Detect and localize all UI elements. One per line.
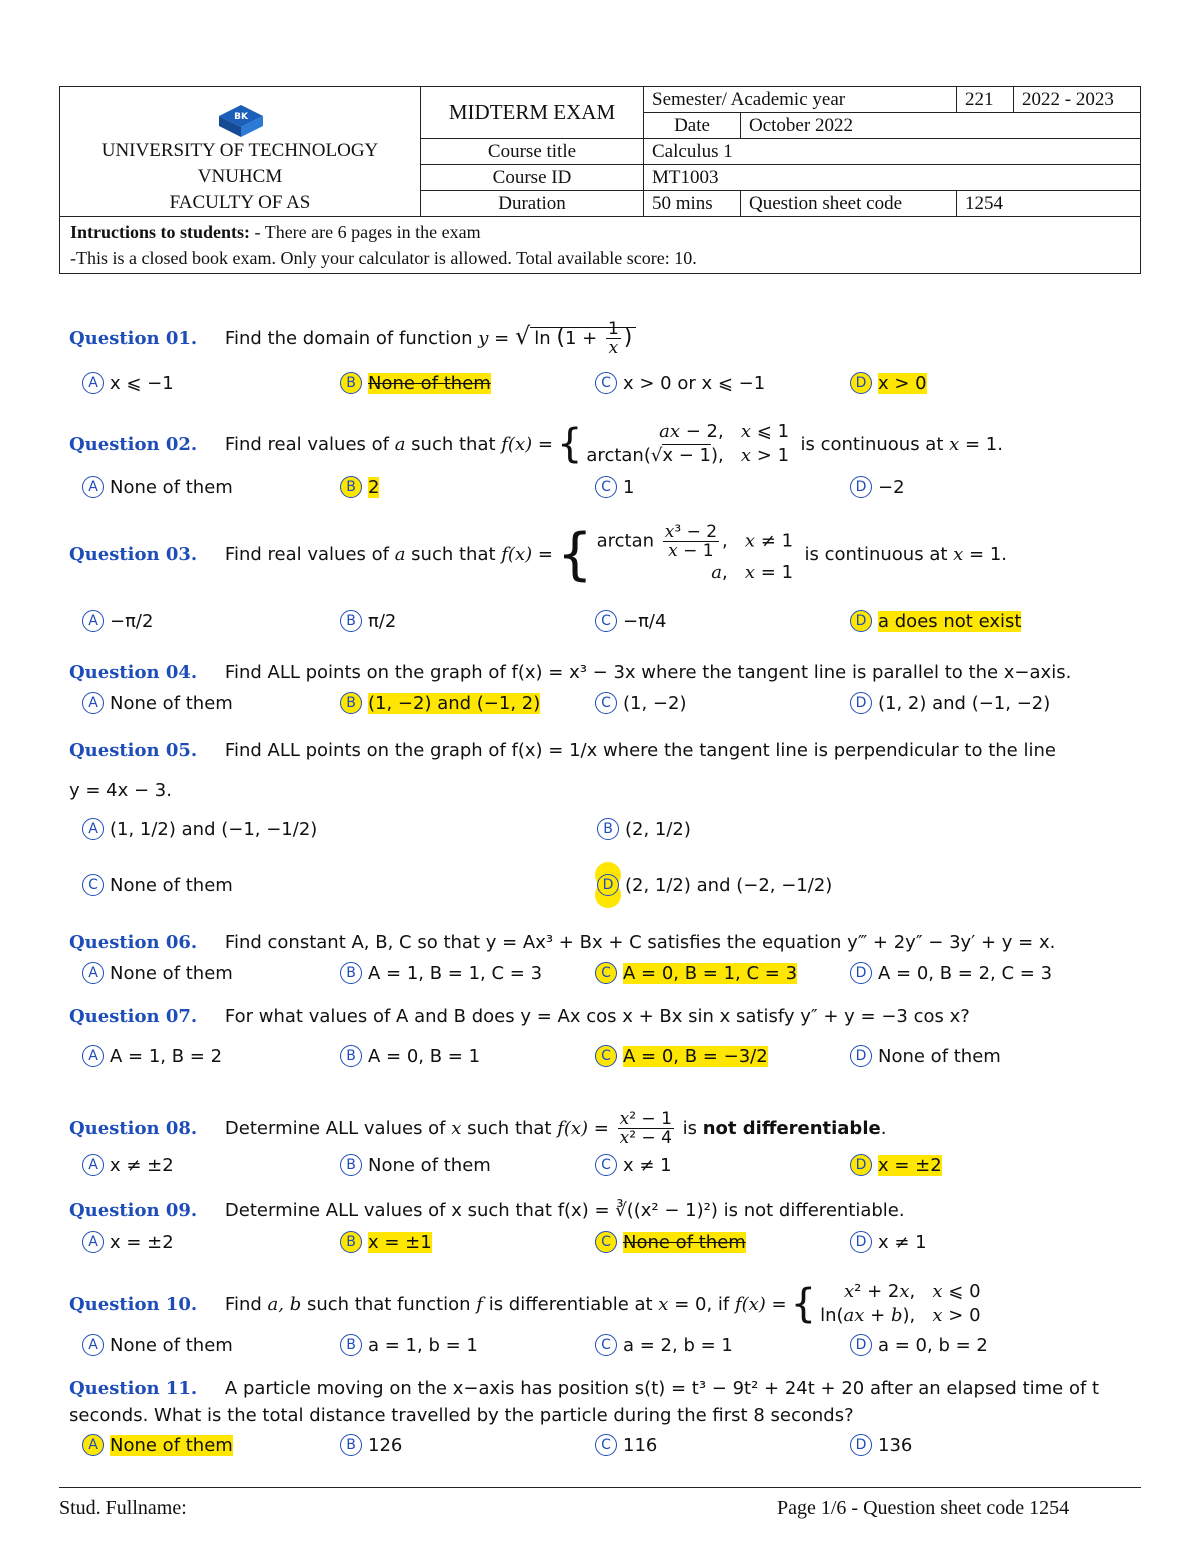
option-letter-circle-icon: A bbox=[82, 1434, 104, 1456]
option-letter-circle-icon: B bbox=[340, 692, 362, 714]
page-number: Page 1/6 - Question sheet code 1254 bbox=[777, 1497, 1070, 1519]
option-letter-circle-icon: B bbox=[597, 818, 619, 840]
option-text: x = ±1 bbox=[368, 1231, 432, 1253]
question-title: Question 09. bbox=[69, 1200, 198, 1221]
course-title-label: Course title bbox=[421, 139, 644, 165]
option-a[interactable] bbox=[82, 818, 317, 840]
option-text: A = 0, B = 1 bbox=[368, 1045, 481, 1067]
option-a[interactable] bbox=[82, 692, 233, 714]
logo-text: BK bbox=[234, 112, 248, 122]
question-title: Question 03. bbox=[69, 544, 198, 565]
option-text: None of them bbox=[110, 1334, 233, 1356]
option-text: None of them bbox=[878, 1045, 1001, 1067]
exam-header-table bbox=[59, 86, 1141, 274]
option-letter-circle-icon: A bbox=[82, 476, 104, 498]
question-title: Question 08. bbox=[69, 1117, 198, 1139]
option-b[interactable] bbox=[340, 610, 396, 632]
question-text: Find ALL points on the graph of f(x) = x³ − 3x where the tangent line is parallel to the x−axis. bbox=[224, 662, 1072, 683]
option-a[interactable] bbox=[82, 962, 233, 984]
option-text: None of them bbox=[110, 1434, 233, 1456]
question-10 bbox=[69, 1280, 981, 1328]
option-text: None of them bbox=[368, 372, 491, 394]
option-a[interactable] bbox=[82, 476, 233, 498]
faculty-label: FACULTY OF AS bbox=[169, 192, 311, 213]
option-letter-circle-icon: A bbox=[82, 610, 104, 632]
question-text: Determine ALL values of x such that f(x) = ∛((x² − 1)²) is not differentiable. bbox=[224, 1200, 905, 1221]
option-b[interactable] bbox=[340, 692, 540, 714]
option-b[interactable] bbox=[597, 818, 691, 840]
option-text: A = 1, B = 1, C = 3 bbox=[368, 962, 543, 984]
option-text: 2 bbox=[368, 476, 380, 498]
option-letter-circle-icon: B bbox=[340, 1045, 362, 1067]
question-05 bbox=[69, 740, 1056, 761]
question-text-visual: Find real values of a such that f(x) = { ax − 2, x ⩽ 1 arctan(√x − 1), x > 1 is continuous at x = 1. bbox=[224, 421, 1003, 467]
option-letter-circle-icon: D bbox=[850, 1154, 872, 1176]
option-text: 116 bbox=[623, 1434, 658, 1456]
question-04 bbox=[69, 662, 1071, 683]
option-letter-circle-icon: A bbox=[82, 692, 104, 714]
semester-value: 221 bbox=[957, 87, 1014, 113]
question-title: Question 07. bbox=[69, 1006, 198, 1027]
option-letter-circle-icon: C bbox=[595, 1334, 617, 1356]
question-text-visual: Find the domain of function y = √ ln (1 + $\frac{1}{x}$ ) bbox=[225, 328, 636, 349]
option-text: 1 bbox=[623, 476, 635, 498]
option-text: x > 0 bbox=[878, 372, 927, 394]
option-letter-circle-icon: C bbox=[82, 874, 104, 896]
option-letter-circle-icon: C bbox=[595, 962, 617, 984]
option-c[interactable] bbox=[595, 610, 666, 632]
question-02 bbox=[69, 420, 1003, 468]
option-text: A = 0, B = 2, C = 3 bbox=[878, 962, 1053, 984]
question-09 bbox=[69, 1200, 905, 1221]
option-letter-circle-icon: C bbox=[595, 610, 617, 632]
option-text: A = 0, B = −3/2 bbox=[623, 1045, 768, 1067]
vnuhcm-label: VNUHCM bbox=[197, 166, 283, 187]
option-letter-circle-icon: B bbox=[340, 1154, 362, 1176]
option-c[interactable] bbox=[595, 962, 797, 984]
option-letter-circle-icon: A bbox=[82, 372, 104, 394]
question-title: Question 02. bbox=[69, 433, 198, 455]
option-text: x ≠ ±2 bbox=[110, 1154, 174, 1176]
option-d[interactable] bbox=[850, 1045, 1001, 1067]
option-d[interactable] bbox=[850, 476, 905, 498]
option-b[interactable] bbox=[340, 1154, 491, 1176]
question-title: Question 01. bbox=[69, 327, 198, 349]
option-letter-circle-icon: D bbox=[850, 610, 872, 632]
option-letter-circle-icon: C bbox=[595, 1231, 617, 1253]
option-d[interactable] bbox=[850, 1434, 912, 1456]
option-letter-circle-icon: D bbox=[850, 1334, 872, 1356]
option-text: (1, 2) and (−1, −2) bbox=[878, 692, 1051, 714]
option-text: a = 1, b = 1 bbox=[368, 1334, 478, 1356]
question-text-visual: Find real values of a such that f(x) = { arctan $\frac{\text{x³ − 2}}{x - 1}$ , x ≠ 1 a, x = 1 is continuous at x = 1. bbox=[224, 522, 1008, 587]
option-text: None of them bbox=[623, 1231, 746, 1253]
option-letter-circle-icon: D bbox=[850, 962, 872, 984]
option-a[interactable] bbox=[82, 1334, 233, 1356]
question-05-continued: y = 4x − 3. bbox=[69, 780, 172, 801]
instructions-line-1: - There are 6 pages in the exam bbox=[250, 222, 481, 242]
exam-title: MIDTERM EXAM bbox=[421, 87, 644, 139]
option-c[interactable] bbox=[595, 692, 686, 714]
option-text: x = ±2 bbox=[878, 1154, 942, 1176]
instructions-line-2: -This is a closed book exam. Only your calculator is allowed. Total available score: 10. bbox=[70, 248, 697, 268]
date-label: Date bbox=[644, 113, 741, 139]
student-fullname-label: Stud. Fullname: bbox=[59, 1497, 187, 1519]
option-d[interactable] bbox=[850, 692, 1050, 714]
question-text-visual: Determine ALL values of x such that f(x) = $\frac{\text{x² − 1}}{\text{x² − 4}}$ is not differentiable. bbox=[224, 1109, 887, 1148]
option-d[interactable] bbox=[850, 962, 1052, 984]
option-b[interactable] bbox=[340, 1231, 432, 1253]
course-title-value: Calculus 1 bbox=[644, 139, 1141, 165]
option-b[interactable] bbox=[340, 476, 379, 498]
option-text: (1, 1/2) and (−1, −1/2) bbox=[110, 818, 318, 840]
option-c[interactable] bbox=[595, 1231, 746, 1253]
option-text: x ⩽ −1 bbox=[110, 372, 174, 394]
option-b[interactable] bbox=[340, 372, 491, 394]
option-text: A = 0, B = 1, C = 3 bbox=[623, 962, 798, 984]
option-letter-circle-icon: A bbox=[82, 962, 104, 984]
option-letter-circle-icon: A bbox=[82, 1334, 104, 1356]
instructions-label: Intructions to students: bbox=[70, 222, 251, 242]
option-b[interactable] bbox=[340, 1045, 480, 1067]
option-letter-circle-icon: D bbox=[850, 1231, 872, 1253]
instructions bbox=[60, 217, 1141, 274]
option-letter-circle-icon: C bbox=[595, 1154, 617, 1176]
option-d[interactable] bbox=[850, 1154, 942, 1176]
academic-year: 2022 - 2023 bbox=[1014, 87, 1141, 113]
question-text: Find constant A, B, C so that y = Ax³ + Bx + C satisfies the equation y‴ + 2y″ − 3y′ + y = x. bbox=[224, 932, 1056, 953]
question-01 bbox=[69, 320, 636, 357]
option-a[interactable] bbox=[82, 1154, 174, 1176]
option-letter-circle-icon: D bbox=[850, 372, 872, 394]
option-text: −π/2 bbox=[110, 610, 154, 632]
option-d[interactable] bbox=[850, 1231, 927, 1253]
option-b[interactable] bbox=[340, 1334, 478, 1356]
question-title: Question 05. bbox=[69, 740, 198, 761]
question-text: For what values of A and B does y = Ax cos x + Bx sin x satisfy y″ + y = −3 cos x? bbox=[224, 1006, 970, 1027]
option-text: x > 0 or x ⩽ −1 bbox=[623, 372, 766, 394]
question-title: Question 04. bbox=[69, 662, 198, 683]
option-letter-circle-icon: D bbox=[597, 874, 619, 896]
option-text: π/2 bbox=[368, 610, 397, 632]
course-id-label: Course ID bbox=[421, 165, 644, 191]
option-letter-circle-icon: A bbox=[82, 1045, 104, 1067]
option-text: None of them bbox=[110, 692, 233, 714]
option-b[interactable] bbox=[340, 1434, 402, 1456]
question-text: A particle moving on the x−axis has position s(t) = t³ − 9t² + 24t + 20 after an elapsed time of t bbox=[224, 1378, 1100, 1399]
option-letter-circle-icon: B bbox=[340, 1231, 362, 1253]
option-d[interactable] bbox=[850, 1334, 988, 1356]
option-letter-circle-icon: D bbox=[850, 1045, 872, 1067]
university-name: UNIVERSITY OF TECHNOLOGY bbox=[101, 140, 379, 161]
option-a[interactable] bbox=[82, 1434, 233, 1456]
option-c[interactable] bbox=[595, 372, 765, 394]
course-id-value: MT1003 bbox=[644, 165, 1141, 191]
option-text: A = 1, B = 2 bbox=[110, 1045, 223, 1067]
option-text: None of them bbox=[110, 476, 233, 498]
option-a[interactable] bbox=[82, 1045, 222, 1067]
option-letter-circle-icon: A bbox=[82, 1231, 104, 1253]
university-cell bbox=[60, 87, 421, 217]
option-d[interactable] bbox=[850, 610, 1021, 632]
option-letter-circle-icon: B bbox=[340, 610, 362, 632]
question-03 bbox=[69, 522, 1007, 587]
question-text-visual: Find a, b such that function f is differentiable at x = 0, if f(x) = { x² + 2x, x ⩽ 0 ln(ax + b), x > 0 bbox=[224, 1281, 981, 1327]
option-text: (2, 1/2) bbox=[625, 818, 691, 840]
question-code-label: Question sheet code bbox=[741, 191, 957, 217]
option-letter-circle-icon: B bbox=[340, 962, 362, 984]
question-title: Question 10. bbox=[69, 1293, 198, 1315]
option-text: a = 0, b = 2 bbox=[878, 1334, 988, 1356]
option-b[interactable] bbox=[340, 962, 542, 984]
option-letter-circle-icon: B bbox=[340, 1334, 362, 1356]
duration-value: 50 mins bbox=[644, 191, 741, 217]
option-text: −2 bbox=[878, 476, 905, 498]
option-text: None of them bbox=[110, 874, 233, 896]
option-text: x ≠ 1 bbox=[878, 1231, 927, 1253]
option-c[interactable] bbox=[595, 1154, 672, 1176]
option-c[interactable] bbox=[595, 1334, 733, 1356]
question-code-value: 1254 bbox=[957, 191, 1141, 217]
question-title: Question 06. bbox=[69, 932, 198, 953]
option-text: None of them bbox=[110, 962, 233, 984]
option-text: (1, −2) and (−1, 2) bbox=[368, 692, 541, 714]
option-letter-circle-icon: D bbox=[850, 476, 872, 498]
question-11 bbox=[69, 1378, 1099, 1399]
question-11-continued: seconds. What is the total distance travelled by the particle during the first 8 seconds? bbox=[69, 1405, 854, 1426]
option-letter-circle-icon: B bbox=[340, 372, 362, 394]
option-letter-circle-icon: C bbox=[595, 1434, 617, 1456]
option-text: a = 2, b = 1 bbox=[623, 1334, 733, 1356]
option-text: 126 bbox=[368, 1434, 403, 1456]
option-text: None of them bbox=[368, 1154, 491, 1176]
option-letter-circle-icon: C bbox=[595, 372, 617, 394]
option-d[interactable] bbox=[850, 372, 927, 394]
option-text: a does not exist bbox=[878, 610, 1022, 632]
option-letter-circle-icon: A bbox=[82, 818, 104, 840]
option-letter-circle-icon: D bbox=[850, 1434, 872, 1456]
question-07 bbox=[69, 1006, 970, 1027]
date-value: October 2022 bbox=[741, 113, 1141, 139]
option-c[interactable] bbox=[82, 874, 233, 896]
option-letter-circle-icon: B bbox=[340, 1434, 362, 1456]
option-letter-circle-icon: C bbox=[595, 1045, 617, 1067]
option-letter-circle-icon: C bbox=[595, 476, 617, 498]
option-letter-circle-icon: B bbox=[340, 476, 362, 498]
option-text: 136 bbox=[878, 1434, 913, 1456]
option-text: −π/4 bbox=[623, 610, 667, 632]
option-a[interactable] bbox=[82, 1231, 174, 1253]
option-c[interactable] bbox=[595, 476, 634, 498]
question-06 bbox=[69, 932, 1055, 953]
option-text: x ≠ 1 bbox=[623, 1154, 672, 1176]
option-text: x = ±2 bbox=[110, 1231, 174, 1253]
option-d[interactable] bbox=[597, 874, 832, 896]
option-a[interactable] bbox=[82, 372, 174, 394]
option-letter-circle-icon: D bbox=[850, 692, 872, 714]
option-c[interactable] bbox=[595, 1434, 657, 1456]
question-title: Question 11. bbox=[69, 1378, 198, 1399]
duration-label: Duration bbox=[421, 191, 644, 217]
option-text: (1, −2) bbox=[623, 692, 687, 714]
question-text: Find ALL points on the graph of f(x) = 1/x where the tangent line is perpendicular to the line bbox=[224, 740, 1056, 761]
footer-divider bbox=[59, 1487, 1141, 1488]
option-text: (2, 1/2) and (−2, −1/2) bbox=[625, 874, 833, 896]
question-08 bbox=[69, 1110, 886, 1147]
semester-label: Semester/ Academic year bbox=[644, 87, 957, 113]
option-a[interactable] bbox=[82, 610, 153, 632]
option-c[interactable] bbox=[595, 1045, 768, 1067]
option-letter-circle-icon: A bbox=[82, 1154, 104, 1176]
option-letter-circle-icon: C bbox=[595, 692, 617, 714]
